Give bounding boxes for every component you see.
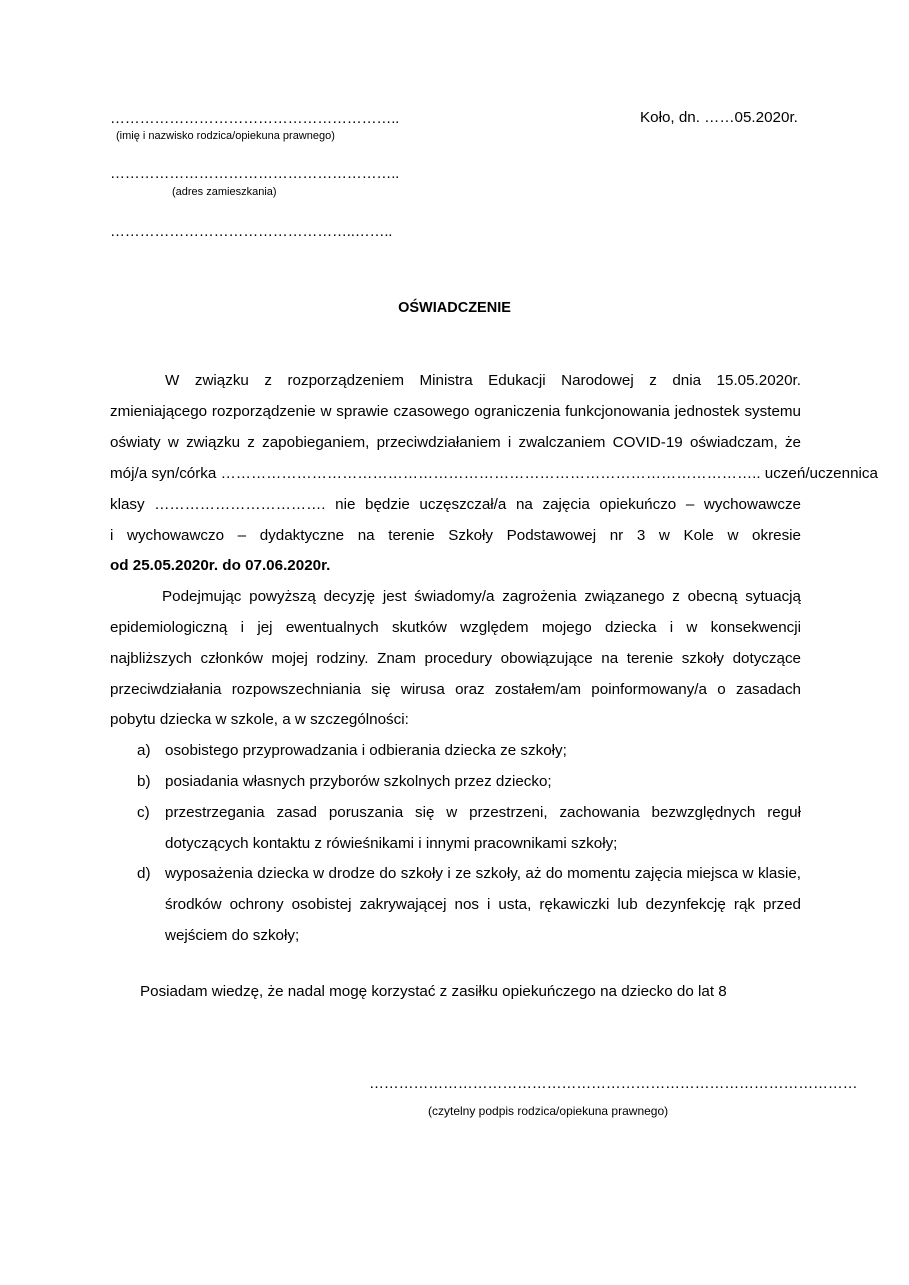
paragraph2-line-3: najbliższych członków mojej rodziny. Znam procedury obowiązujące na terenie szkoły dotyczące bbox=[110, 650, 801, 667]
list-item-c-line-1: przestrzegania zasad poruszania się w przestrzeni, zachowania bezwzględnych reguł bbox=[165, 804, 801, 821]
list-marker-c: c) bbox=[137, 804, 150, 821]
extra-dotted-line: …………………………………………..…….. bbox=[110, 223, 393, 240]
paragraph2-line-1: Podejmując powyższą decyzję jest świadomy/a zagrożenia związanego z obecną sytuacją bbox=[162, 588, 801, 605]
list-marker-a: a) bbox=[137, 742, 151, 759]
paragraph1-line-2: zmieniającego rozporządzenie w sprawie czasowego ograniczenia funkcjonowania jednostek systemu bbox=[110, 403, 801, 420]
list-item-c-last: dotyczących kontaktu z rówieśnikami i innymi pracownikami szkoły; bbox=[165, 835, 618, 852]
signature-caption: (czytelny podpis rodzica/opiekuna prawnego) bbox=[428, 1104, 669, 1118]
list-item-d-line-2: środków ochrony osobistej zakrywającej nos i usta, rękawiczki lub dezynfekcję rąk przed bbox=[165, 896, 801, 913]
paragraph1-line-5: klasy ……………………………. nie będzie uczęszczał/a na zajęcia opiekuńczo – wychowawcze bbox=[110, 496, 801, 513]
name-caption: (imię i nazwisko rodzica/opiekuna prawnego) bbox=[116, 130, 335, 142]
list-item-b: posiadania własnych przyborów szkolnych przez dziecko; bbox=[165, 773, 552, 790]
list-marker-b: b) bbox=[137, 773, 151, 790]
address-caption: (adres zamieszkania) bbox=[172, 186, 277, 198]
list-item-d-last: wejściem do szkoły; bbox=[165, 927, 300, 944]
list-item-d-line-1: wyposażenia dziecka w drodze do szkoły i ze szkoły, aż do momentu zajęcia miejsca w klasie, bbox=[165, 865, 801, 882]
paragraph1-line-6: i wychowawczo – dydaktyczne na terenie Szkoły Podstawowej nr 3 w Kole w okresie bbox=[110, 527, 801, 544]
document-title: OŚWIADCZENIE bbox=[398, 300, 511, 316]
closing-statement: Posiadam wiedzę, że nadal mogę korzystać z zasiłku opiekuńczego na dziecko do lat 8 bbox=[140, 983, 727, 1000]
signature-dotted-line: ……………………………………………………………………………………… bbox=[369, 1075, 858, 1092]
address-dotted-line: ………………………………………………….. bbox=[110, 165, 400, 182]
paragraph1-line-3: oświaty w związku z zapobieganiem, przeciwdziałaniem i zwalczaniem COVID-19 oświadczam, że bbox=[110, 434, 801, 451]
paragraph1-line-4: mój/a syn/córka …………………………………………………………………………………………….. uczeń/uczennica bbox=[110, 465, 878, 482]
period-bold: od 25.05.2020r. do 07.06.2020r. bbox=[110, 557, 331, 574]
paragraph2-line-4: przeciwdziałania rozpowszechniania się wirusa oraz zostałem/am poinformowany/a o zasadach bbox=[110, 681, 801, 698]
paragraph2-line-2: epidemiologiczną i jej ewentualnych skutków względem mojego dziecka i w konsekwencji bbox=[110, 619, 801, 636]
paragraph2-last-line: pobytu dziecka w szkole, a w szczególności: bbox=[110, 711, 409, 728]
name-dotted-line: ………………………………………………….. bbox=[110, 110, 400, 127]
paragraph1-line-1: W związku z rozporządzeniem Ministra Edukacji Narodowej z dnia 15.05.2020r. bbox=[165, 372, 801, 389]
list-item-a: osobistego przyprowadzania i odbierania dziecka ze szkoły; bbox=[165, 742, 567, 759]
place-date: Koło, dn. ……05.2020r. bbox=[640, 109, 798, 126]
list-marker-d: d) bbox=[137, 865, 151, 882]
